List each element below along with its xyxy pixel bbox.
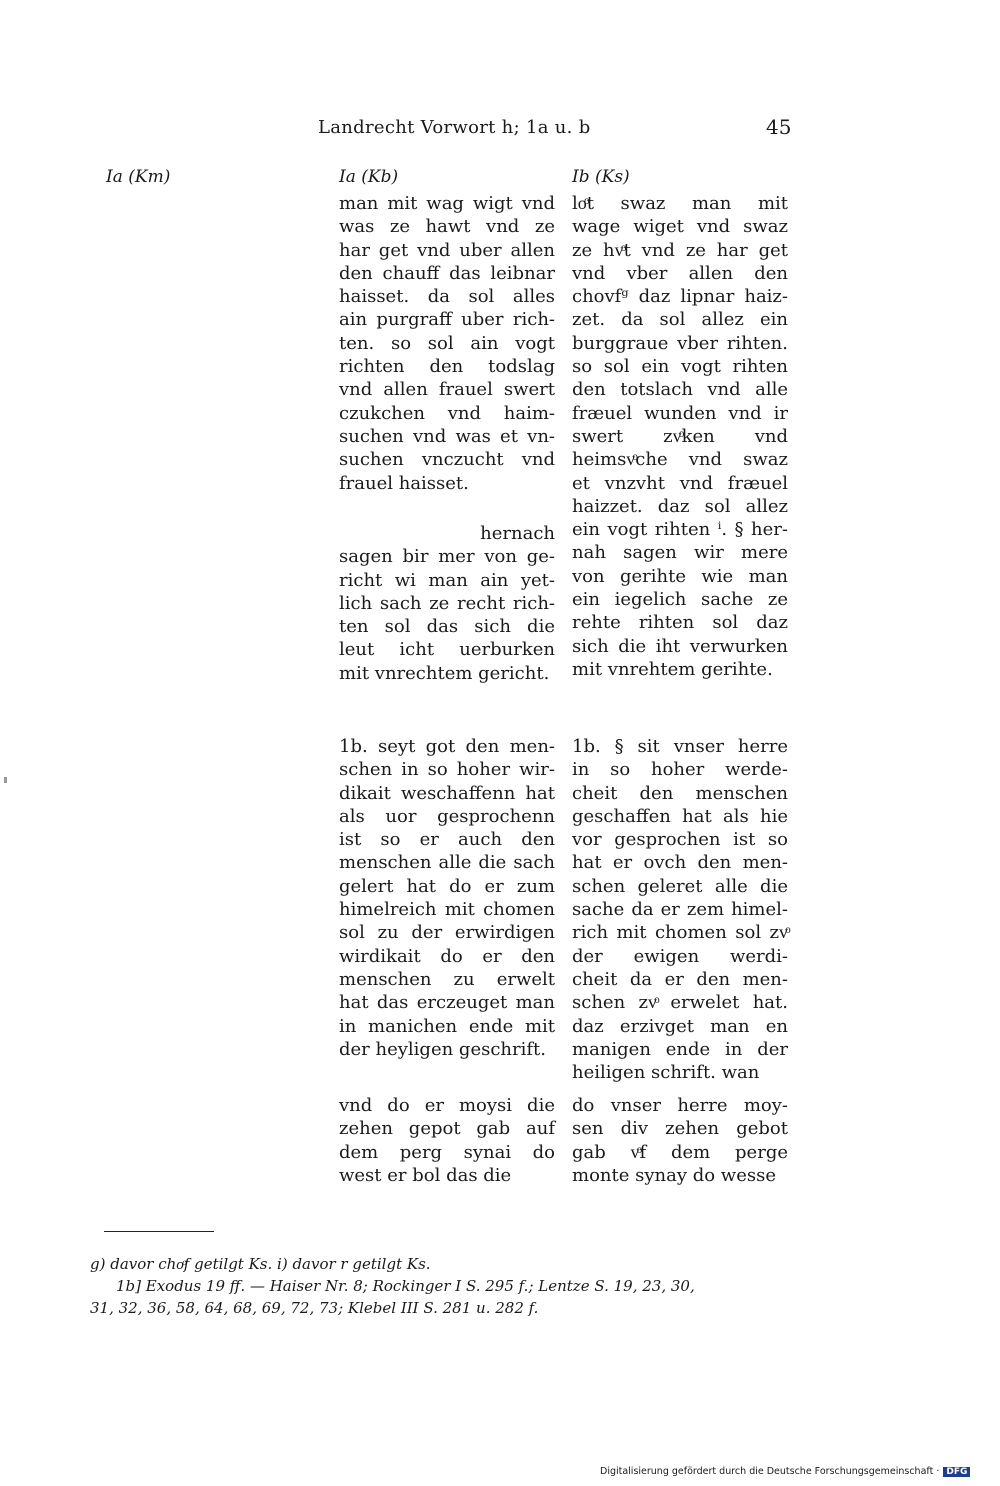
text-line: manigen ende in der (572, 1038, 788, 1060)
text-line: fræuel wunden vnd ir (572, 402, 788, 424)
credit-text: Digitalisierung gefördert durch die Deutsche Forschungsgemeinschaft · (600, 1466, 940, 1477)
text-line: so sol ein vogt rihten (572, 356, 788, 378)
text-line: 1b. § sit vnser herre (572, 736, 788, 757)
text-line: ain purgraff uber rich- (339, 309, 555, 331)
text-line: dikait weschaffenn hat (339, 782, 555, 804)
text-line: haizzet. daz sol allez (572, 495, 788, 517)
text-line: ein vogt rihten ⁱ. § her- (572, 519, 788, 541)
text-line: sich die iht verwurken (572, 635, 788, 657)
text-line: nah sagen wir mere (572, 542, 788, 564)
text-line: sache da er zem himel- (572, 899, 788, 921)
text-line: zehen gepot gab auf (339, 1118, 555, 1140)
text-line: heiligen schrift. wan (572, 1062, 760, 1084)
text-line: vnd vber allen den (572, 262, 788, 284)
text-line: in manichen ende mit (339, 1015, 555, 1037)
text-line: har get vnd uber allen (339, 239, 555, 261)
text-line: cheit den menschen (572, 782, 788, 804)
text-line: hat er ovch den men- (572, 852, 788, 874)
text-line: dem perg synai do (339, 1141, 555, 1163)
text-line: cheit da er den men- (572, 968, 788, 990)
footnote-rule (104, 1231, 214, 1232)
text-line: 1b. seyt got den men- (339, 736, 555, 757)
ks-paragraph-1 (572, 192, 788, 681)
footnote-variants: g) davor choͦf getilgt Ks. i) davor r getilgt Ks. (90, 1255, 431, 1273)
text-line: vnd do er moysi die (339, 1095, 555, 1116)
digitization-credit (600, 1466, 980, 1480)
kb-paragraph-3 (339, 735, 555, 1061)
text-line: monte synay do wesse (572, 1164, 776, 1186)
page-header (0, 117, 1000, 145)
text-line: heimsvͦche vnd swaz (572, 449, 788, 471)
text-line: west er bol das die (339, 1164, 512, 1186)
running-title: Landrecht Vorwort h; 1a u. b (318, 117, 591, 138)
text-line: himelreich mit chomen (339, 899, 555, 921)
text-line: sen div zehen gebot (572, 1118, 788, 1140)
text-line: mit vnrehtem gerihte. (572, 658, 773, 680)
text-line: wage wiget vnd swaz (572, 216, 788, 238)
text-line: schen geleret alle die (572, 875, 788, 897)
footnotes (90, 1253, 790, 1319)
text-line: do vnser herre moy- (572, 1095, 788, 1116)
dfg-logo: DFG (943, 1467, 970, 1477)
text-line: als uor gesprochenn (339, 805, 555, 827)
kb-paragraph-1 (339, 192, 555, 495)
text-line: vnd allen frauel swert (339, 379, 555, 401)
page-number: 45 (766, 115, 792, 139)
ks-paragraph-3 (572, 735, 788, 1084)
text-line: suchen vnczucht vnd (339, 449, 555, 471)
text-line: daz erzivget man en (572, 1015, 788, 1037)
text-line: vor gesprochen ist so (572, 829, 788, 851)
text-line: czukchen vnd haim- (339, 402, 555, 424)
text-line: rehte rihten sol daz (572, 612, 788, 634)
margin-mark (4, 777, 7, 783)
text-line: burggraue vber rihten. (572, 332, 788, 354)
text-line: rich mit chomen sol zvͦ (572, 922, 788, 944)
text-line: was ze hawt vnd ze (339, 216, 555, 238)
text-line: ten. so sol ain vogt (339, 332, 555, 354)
text-line: et vnzvht vnd fræuel (572, 472, 788, 494)
text-line: leut icht uerburken (339, 639, 555, 661)
text-line: frauel haisset. (339, 472, 469, 494)
text-line: ist so er auch den (339, 829, 555, 851)
text-line: richten den todslag (339, 356, 555, 378)
text-line: gelert hat do er zum (339, 875, 555, 897)
footnote-references-1: 1b] Exodus 19 ff. — Haiser Nr. 8; Rockinger I S. 295 f.; Lentze S. 19, 23, 30, (116, 1277, 695, 1295)
text-line: wirdikait do er den (339, 945, 555, 967)
text-line: man mit wag wigt vnd (339, 193, 555, 214)
text-line: geschaffen hat als hie (572, 805, 788, 827)
text-line: in so hoher werde- (572, 759, 788, 781)
text-line: ze hvͦt vnd ze har get (572, 239, 788, 261)
text-line: den chauff das leibnar (339, 262, 555, 284)
text-line: der heyligen geschrift. (339, 1038, 546, 1060)
text-line: sagen bir mer von ge- (339, 546, 555, 568)
text-line: hat das erczeuget man (339, 992, 555, 1014)
text-line: menschen alle die sach (339, 852, 555, 874)
text-line: swert zvͦken vnd (572, 425, 788, 447)
text-line: loͦt swaz man mit (572, 193, 788, 214)
text-line: schen in so hoher wir- (339, 759, 555, 781)
text-line: richt wi man ain yet- (339, 569, 555, 591)
text-line: von gerihte wie man (572, 565, 788, 587)
text-line: ten sol das sich die (339, 616, 555, 638)
ks-paragraph-4 (572, 1094, 788, 1187)
text-line: mit vnrechtem gericht. (339, 662, 550, 684)
column-heading-kb: Ia (Kb) (339, 167, 399, 187)
text-line: ein iegelich sache ze (572, 589, 788, 611)
footnote-references-2: 31, 32, 36, 58, 64, 68, 69, 72, 73; Klebel III S. 281 u. 282 f. (90, 1299, 539, 1317)
text-line: schen zvͦ erwelet hat. (572, 992, 788, 1014)
text-line: gab vͦf dem perge (572, 1141, 788, 1163)
text-line: zet. da sol allez ein (572, 309, 788, 331)
kb-paragraph-2 (339, 522, 555, 685)
text-line: lich sach ze recht rich- (339, 592, 555, 614)
text-line: den totslach vnd alle (572, 379, 788, 401)
text-line: menschen zu erwelt (339, 968, 555, 990)
column-heading-km: Ia (Km) (106, 167, 171, 187)
text-line: chovfᵍ daz lipnar haiz- (572, 286, 788, 308)
text-line: haisset. da sol alles (339, 286, 555, 308)
text-line: sol zu der erwirdigen (339, 922, 555, 944)
text-line: der ewigen werdi- (572, 945, 788, 967)
column-heading-ks: Ib (Ks) (572, 167, 630, 187)
text-line: hernach (480, 523, 555, 544)
text-line: suchen vnd was et vn- (339, 425, 555, 447)
kb-paragraph-4 (339, 1094, 555, 1187)
